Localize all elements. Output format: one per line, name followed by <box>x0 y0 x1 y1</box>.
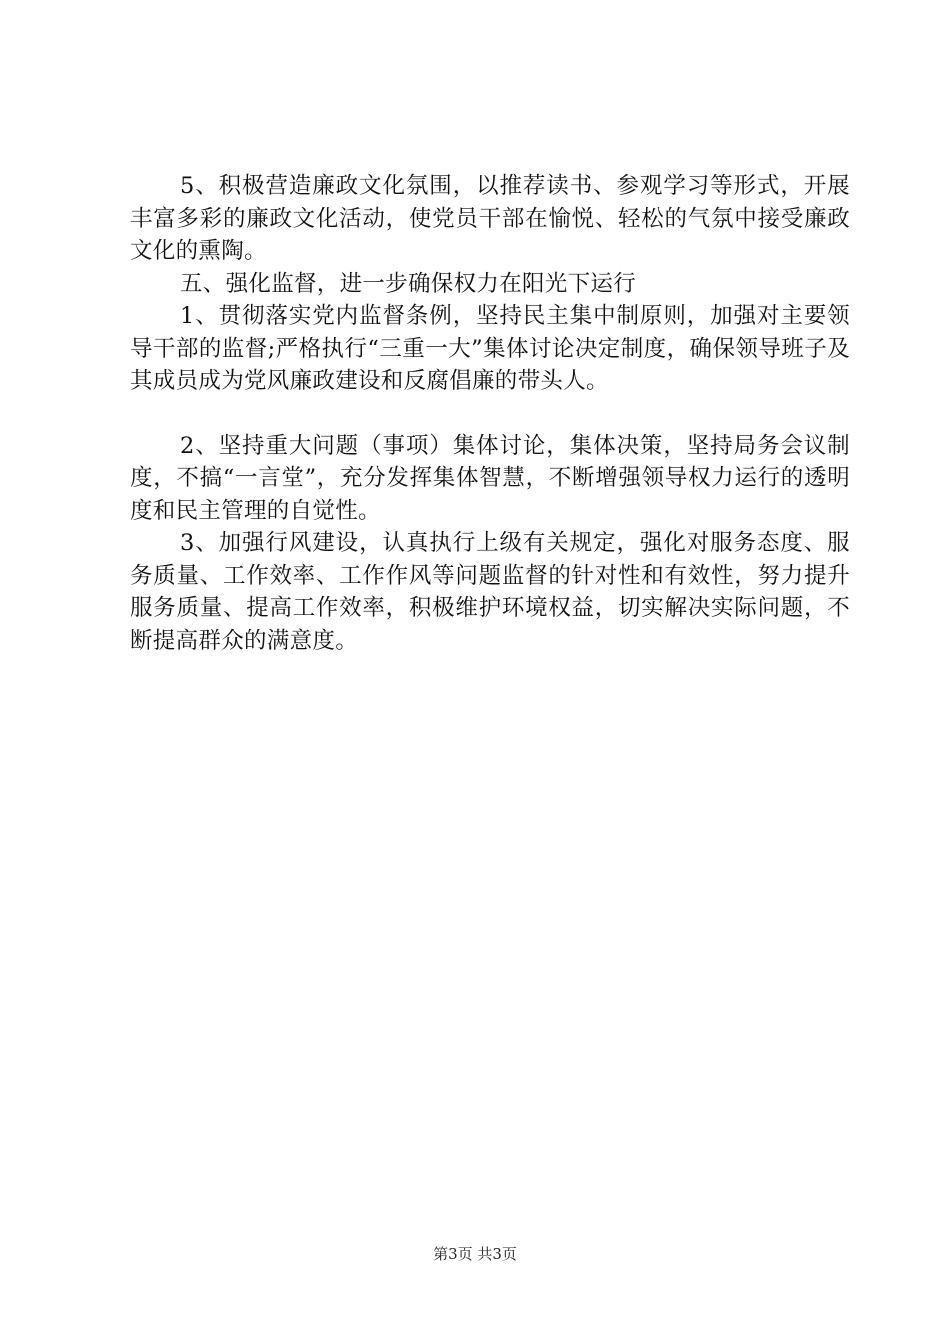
section-heading-5: 五、强化监督，进一步确保权力在阳光下运行 <box>180 270 637 297</box>
page-footer: 第3页 共3页 <box>433 1245 517 1263</box>
paragraph-item-5: 5、积极营造廉政文化氛围，以推荐读书、参观学习等形式，开展丰富多彩的廉政文化活动，使党员干部在愉悦、轻松的气氛中接受廉政文化的熏陶。 <box>130 173 850 264</box>
document-body <box>130 170 850 657</box>
paragraph-item-2: 2、坚持重大问题（事项）集体讨论，集体决策，坚持局务会议制度，不搞“一言堂”，充分发挥集体智慧，不断增强领导权力运行的透明度和民主管理的自觉性。 <box>130 432 850 524</box>
paragraph-item-1: 1、贯彻落实党内监督条例，坚持民主集中制原则，加强对主要领导干部的监督;严格执行“三重一大”集体讨论决定制度，确保领导班子及其成员成为党风廉政建设和反腐倡廉的带头人。 <box>130 303 850 394</box>
paragraph-item-3: 3、加强行风建设，认真执行上级有关规定，强化对服务态度、服务质量、工作效率、工作作风等问题监督的针对性和有效性，努力提升服务质量、提高工作效率，积极维护环境权益，切实解决实际问题，不断提高群众的满意度。 <box>130 530 850 654</box>
